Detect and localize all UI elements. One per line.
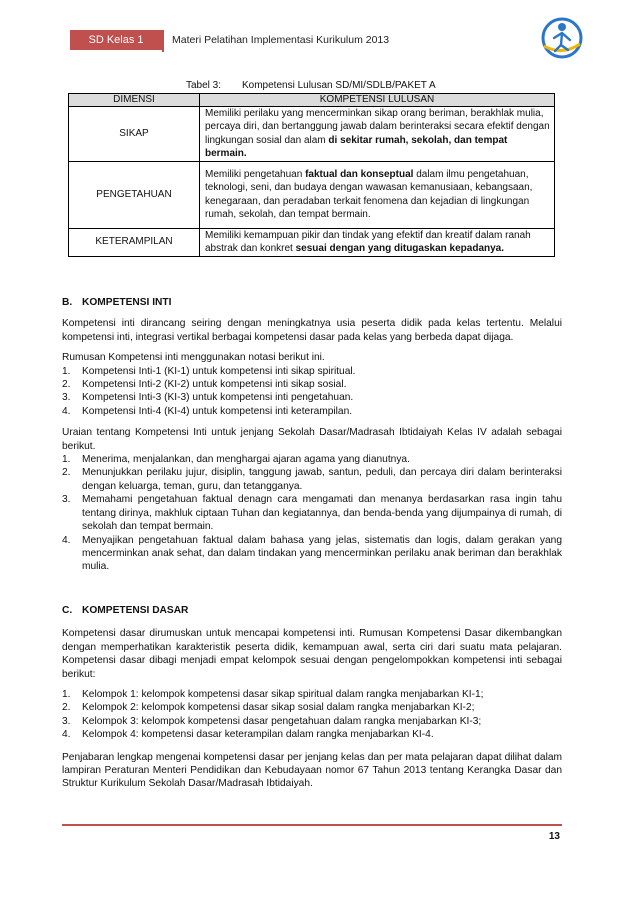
list-item: 4. Kelompok 4: kompetensi dasar keterampilan dalam rangka menjabarkan KI-4. — [62, 729, 434, 741]
list-item: 3. Kelompok 3: kelompok kompetensi dasar pengetahuan dalam rangka menjabarkan KI-3; — [62, 715, 482, 727]
list-item: 2. Kompetensi Inti-2 (KI-2) untuk kompetensi inti sikap sosial. — [62, 379, 347, 391]
row-dimension: SIKAP — [69, 107, 200, 162]
table-row — [69, 228, 555, 256]
section-b-heading: KOMPETENSI INTI — [82, 297, 172, 308]
section-c-paragraph: Kompetensi dasar dirumuskan untuk mencapai kompetensi inti. Rumusan Kompetensi Dasar dikembangkan dengan memperhatikan karakteristik peserta didik, kemampuan awal, serta ciri dari suatu mata pelajaran. Kompetensi dasar dibagi menjadi empat kelompok sesuai dengan pengelompokkan kompetensi inti sebagai berikut: — [62, 628, 562, 680]
page-number: 13 — [548, 831, 560, 842]
list-item: 1. Kompetensi Inti-1 (KI-1) untuk kompetensi inti sikap spiritual. — [62, 365, 356, 377]
section-b-number: B. — [62, 297, 73, 308]
section-c-heading: KOMPETENSI DASAR — [82, 605, 189, 616]
row-text-bold: faktual dan konseptual — [305, 168, 414, 180]
section-b-paragraph: Kompetensi inti dirancang seiring dengan meningkatnya usia peserta didik pada kelas tertentu. Melalui kompetensi inti, integrasi vertikal berbagai kompetensi dasar pada kelas yang berbeda dapat dijaga. — [62, 318, 562, 343]
competency-table — [68, 93, 555, 257]
ki-notation-list — [62, 365, 562, 419]
row-text: Memiliki pengetahuan — [205, 168, 306, 180]
table-row — [69, 161, 555, 228]
row-competency — [200, 228, 555, 256]
row-text-bold: di sekitar rumah, sekolah, dan tempat bermain. — [205, 134, 508, 160]
footer-divider — [62, 824, 562, 826]
section-b-title — [62, 296, 562, 309]
row-text: dalam ilmu pengetahuan, teknologi, seni, dan budaya dengan wawasan kemanusiaan, kebangsaan, kenegaraan, dan peradaban terkait fenomena dan kejadian di lingkungan rumah, sekolah, dan tempat bermain. — [205, 168, 533, 221]
table-header-row — [69, 94, 555, 107]
table-caption-text: Kompetensi Lulusan SD/MI/SDLB/PAKET A — [242, 80, 436, 91]
header-divider — [162, 30, 164, 52]
header-competency: KOMPETENSI LULUSAN — [200, 94, 555, 107]
section-b-paragraph: Rumusan Kompetensi inti menggunakan notasi berikut ini. — [62, 352, 325, 364]
list-item: 4. Kompetensi Inti-4 (KI-4) untuk kompetensi inti keterampilan. — [62, 405, 353, 417]
section-c-paragraph: Penjabaran lengkap mengenai kompetensi dasar per jenjang kelas dan per mata pelajaran dapat dilihat dalam lampiran Peraturan Menteri Pendidikan dan Kebudayaan nomor 67 Tahun 2013 tentang Kerangka Dasar dan Struktur Kurikulum Sekolah Dasar/Madrasah Ibtidaiyah. — [62, 751, 562, 790]
row-dimension: KETERAMPILAN — [69, 228, 200, 256]
row-competency — [200, 107, 555, 162]
table-caption-label: Tabel 3: — [186, 80, 222, 91]
section-c-title — [62, 604, 562, 617]
row-text: Memiliki kemampuan pikir dan tindak yang efektif dan kreatif dalam ranah abstrak dan konkret — [205, 229, 531, 255]
section-c — [62, 604, 562, 791]
list-item: 3. Memahami pengetahuan faktual denagn cara mengamati dan menanya berdasarkan rasa ingin tahu tentang dirinya, makhluk ciptaan Tuhan dan kegiatannya, dan benda-benda yang dijumpainya di rumah, di sekolah dan tempat bermain. — [62, 494, 562, 533]
list-item: 3. Kompetensi Inti-3 (KI-3) untuk kompetensi inti pengetahuan. — [62, 392, 354, 404]
ki-description-list — [62, 453, 562, 574]
row-text-bold: sesuai dengan yang ditugaskan kepadanya. — [295, 243, 505, 255]
kd-group-list — [62, 688, 562, 742]
section-b — [62, 296, 562, 574]
header-title: Materi Pelatihan Implementasi Kurikulum 2013 — [172, 34, 390, 46]
section-b-paragraph: Uraian tentang Kompetensi Inti untuk jenjang Sekolah Dasar/Madrasah Ibtidaiyah Kelas IV adalah sebagai berikut. — [62, 427, 562, 452]
kurikulum-logo-icon — [540, 16, 584, 60]
table-row — [69, 107, 555, 162]
row-competency — [200, 161, 555, 228]
row-dimension: PENGETAHUAN — [69, 161, 200, 228]
table-caption — [186, 79, 436, 92]
section-c-number: C. — [62, 605, 73, 616]
list-item: 2. Menunjukkan perilaku jujur, disiplin, tanggung jawab, santun, peduli, dan percaya diri dalam berinteraksi dengan keluarga, teman, guru, dan tetangganya. — [62, 467, 562, 492]
list-item: 2. Kelompok 2: kelompok kompetensi dasar sikap sosial dalam rangka menjabarkan KI-2; — [62, 702, 475, 714]
list-item: 1. Kelompok 1: kelompok kompetensi dasar sikap spiritual dalam rangka menjabarkan KI-1; — [62, 689, 484, 701]
row-text: Memiliki perilaku yang mencerminkan sikap orang beriman, berakhlak mulia, percaya diri, dan bertanggung jawab dalam berinteraksi secara efektif dengan lingkungan sosial dan alam — [205, 108, 550, 146]
header-dimension: DIMENSI — [69, 94, 200, 107]
list-item: 4. Menyajikan pengetahuan faktual dalam bahasa yang jelas, sistematis dan logis, dalam gerakan yang mencerminkan anak sehat, dan dalam tindakan yang mencerminkan perilaku anak beriman dan berakhlak mulia. — [62, 534, 562, 573]
list-item: 1. Menerima, menjalankan, dan menghargai ajaran agama yang dianutnya. — [62, 454, 410, 466]
header-badge: SD Kelas 1 — [70, 30, 162, 50]
